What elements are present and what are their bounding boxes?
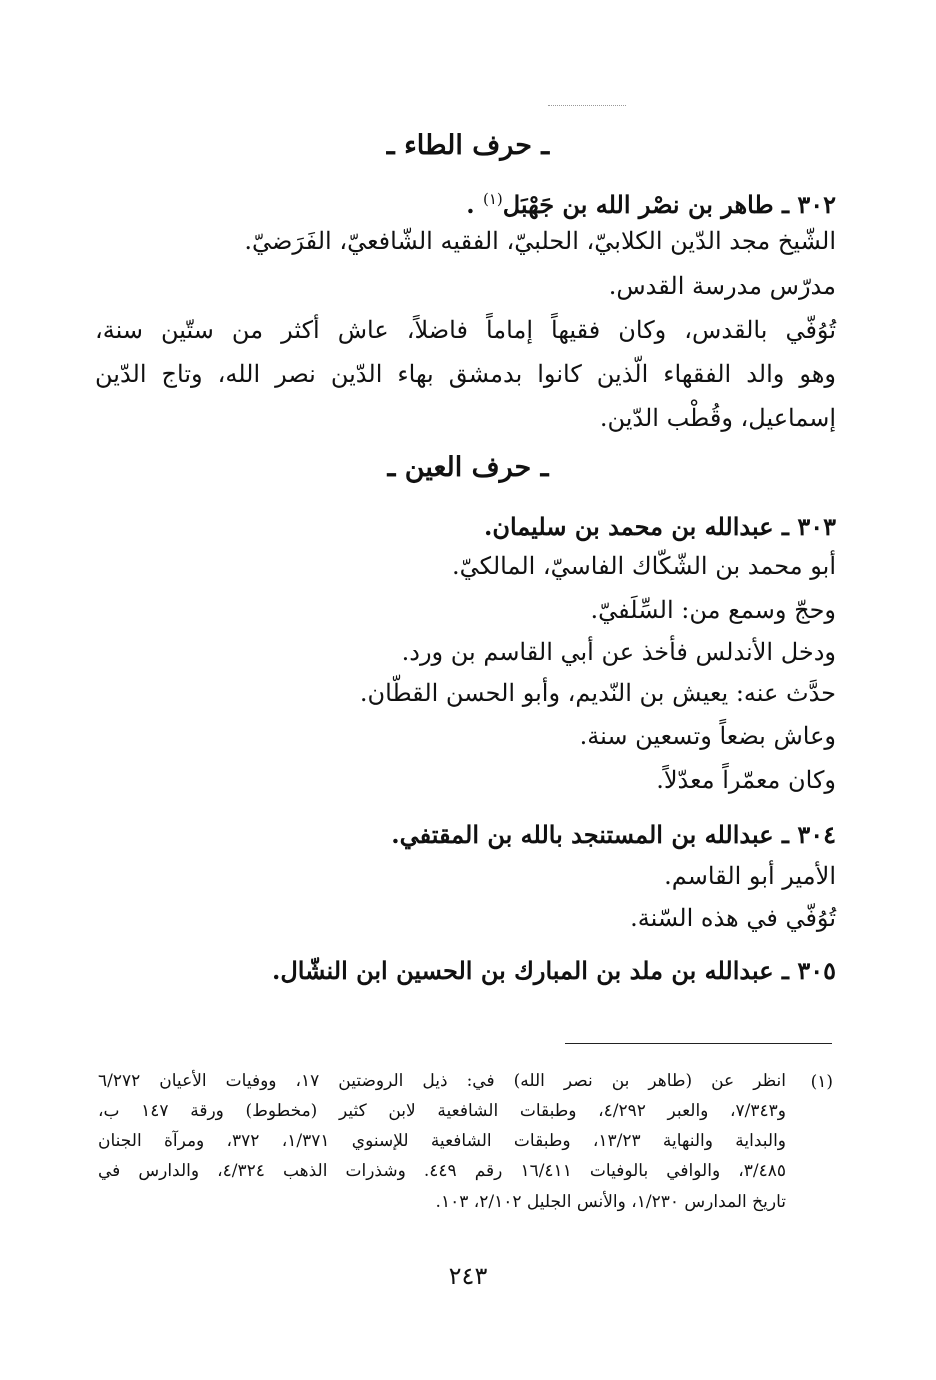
entry-302-title-text: ٣٠٢ ـ طاهر بن نصْر الله بن جَهْبَل (502, 190, 836, 219)
entry-302-line-5: إسماعيل، وقُطْب الدّين. (599, 404, 836, 432)
entry-303-line-2: وحجّ وسمع من: السِّلَفيّ. (590, 596, 836, 624)
footnote-number: (١) (810, 1072, 833, 1092)
entry-303-line-3: ودخل الأندلس فأخذ عن أبي القاسم بن ورد. (401, 638, 836, 666)
entry-304-title: ٣٠٤ ـ عبدالله بن المستنجد بالله بن المقتفي. (391, 820, 836, 849)
scan-artifact (548, 105, 626, 106)
entry-303-line-1: أبو محمد بن الشّكّاك الفاسيّ، المالكيّ. (451, 552, 836, 580)
footnote-line-5: تاريخ المدارس ١/٢٣٠، والأنس الجليل ٢/١٠٢، ١٠٣. (435, 1192, 786, 1212)
entry-302-line-3: تُوُفّي بالقدس، وكان فقيهاً إماماً فاضلاً، عاش أكثر من ستّين سنة، (95, 316, 836, 344)
page-number: ٢٤٣ (448, 1262, 488, 1290)
entry-304-line-1: الأمير أبو القاسم. (664, 862, 836, 890)
section-heading-ta: ـ حرف الطاء ـ (386, 130, 550, 161)
entry-303-title: ٣٠٣ ـ عبدالله بن محمد بن سليمان. (484, 512, 836, 541)
footnote-line-1: انظر عن (طاهر بن نصر الله) في: ذيل الروضتين ١٧، ووفيات الأعيان ٦/٢٧٢ (98, 1071, 786, 1091)
entry-302-line-1: الشّيخ مجد الدّين الكلابيّ، الحلبيّ، الفقيه الشّافعيّ، الفَرَضيّ. (244, 227, 836, 255)
section-heading-ayn: ـ حرف العين ـ (387, 452, 549, 483)
footnote-line-3: والبداية والنهاية ١٣/٢٣، وطبقات الشافعية للإسنوي ١/٣٧١، ٣٧٢، ومرآة الجنان (98, 1131, 786, 1151)
entry-303-line-5: وعاش بضعاً وتسعين سنة. (579, 722, 836, 750)
footnote-divider (565, 1043, 832, 1044)
entry-303-line-6: وكان معمّراً معدّلاً. (656, 766, 836, 794)
footnote-line-2: و٧/٣٤٣، والعبر ٤/٢٩٢، وطبقات الشافعية لابن كثير (مخطوط) ورقة ١٤٧ ب، (98, 1101, 787, 1121)
entry-303-line-4: حدَّث عنه: يعيش بن النّديم، وأبو الحسن القطّان. (359, 679, 836, 707)
entry-302-line-2: مدرّس مدرسة القدس. (608, 272, 836, 300)
entry-304-line-2: تُوُفّي في هذه السّنة. (630, 904, 836, 932)
footnote-reference[interactable]: (١) (482, 190, 503, 208)
entry-302-title-end: . (466, 190, 483, 219)
footnote-line-4: ٣/٤٨٥، والوافي بالوفيات ١٦/٤١١ رقم ٤٤٩. وشذرات الذهب ٤/٣٢٤، والدارس في (98, 1161, 786, 1181)
entry-305-title: ٣٠٥ ـ عبدالله بن ملد بن المبارك بن الحسين ابن النشّال. (272, 956, 836, 985)
entry-302-title (466, 190, 836, 219)
entry-302-line-4: وهو والد الفقهاء الّذين كانوا بدمشق بهاء الدّين نصر الله، وتاج الدّين (95, 360, 836, 388)
